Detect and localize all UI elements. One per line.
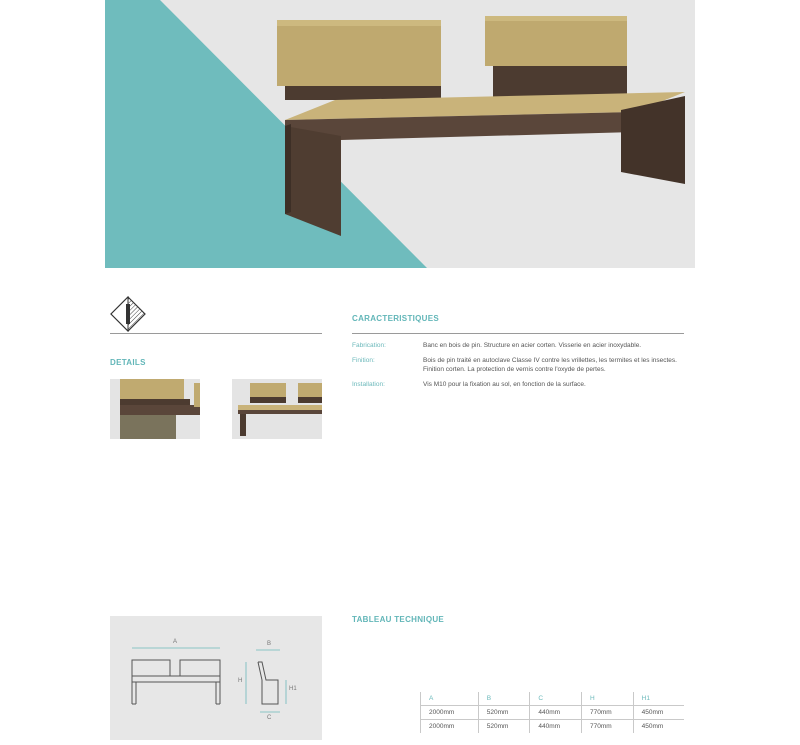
details-heading: DETAILS: [110, 358, 146, 367]
column-header: C: [530, 692, 582, 706]
table-cell: 440mm: [530, 706, 582, 720]
bench-illustration: [105, 0, 695, 268]
spec-label: Finition:: [352, 357, 375, 364]
table-cell: 440mm: [530, 720, 582, 734]
divider-left: [110, 333, 322, 334]
spec-label: Fabrication:: [352, 342, 386, 349]
divider-right: [352, 333, 684, 334]
technical-table: [420, 692, 684, 733]
table-cell: 520mm: [478, 720, 530, 734]
front-backrest-left: [132, 660, 170, 676]
detail-thumbnail[interactable]: [110, 379, 200, 439]
technical-drawing: [110, 616, 322, 740]
spec-text: Banc en bois de pin. Structure en acier corten. Visserie en acier inoxydable.: [423, 342, 642, 349]
label-h1: H1: [289, 686, 297, 692]
hero-image: [105, 0, 695, 268]
table-cell: 450mm: [633, 720, 684, 734]
table-cell: 520mm: [478, 706, 530, 720]
table-cell: 450mm: [633, 706, 684, 720]
table-row: [421, 720, 685, 734]
label-h: H: [238, 678, 243, 684]
back-support-left: [285, 84, 441, 100]
hatched-diamond-icon: [110, 296, 146, 332]
front-seat: [132, 676, 220, 682]
table-header-row: [421, 692, 685, 706]
detail-thumbnail[interactable]: [232, 379, 322, 439]
label-b: B: [267, 641, 272, 647]
column-header: H: [582, 692, 634, 706]
table-cell: 2000mm: [421, 720, 479, 734]
table-cell: 2000mm: [421, 706, 479, 720]
table-cell: 770mm: [582, 720, 634, 734]
caracteristiques-heading: CARACTERISTIQUES: [352, 314, 440, 323]
table-cell: 770mm: [582, 706, 634, 720]
side-view: [258, 662, 278, 704]
spec-label: Installation:: [352, 381, 385, 388]
column-header: B: [478, 692, 530, 706]
tableau-heading: TABLEAU TECHNIQUE: [352, 615, 445, 624]
table-row: [421, 706, 685, 720]
label-a: A: [173, 639, 178, 645]
backrest-right: [485, 16, 627, 66]
backrest-left: [277, 20, 441, 86]
spec-text: Vis M10 pour la fixation au sol, en fonction de la surface.: [423, 381, 586, 388]
column-header: H1: [633, 692, 684, 706]
column-header: A: [421, 692, 479, 706]
spec-text: Bois de pin traité en autoclave Classe IV contre les vrillettes, les termites et les insectes. Finition corten. La protection de vernis contre l'oxyde de pertes.: [423, 357, 677, 373]
leg-right: [621, 96, 685, 184]
label-c: C: [267, 715, 272, 721]
front-backrest-right: [180, 660, 220, 676]
